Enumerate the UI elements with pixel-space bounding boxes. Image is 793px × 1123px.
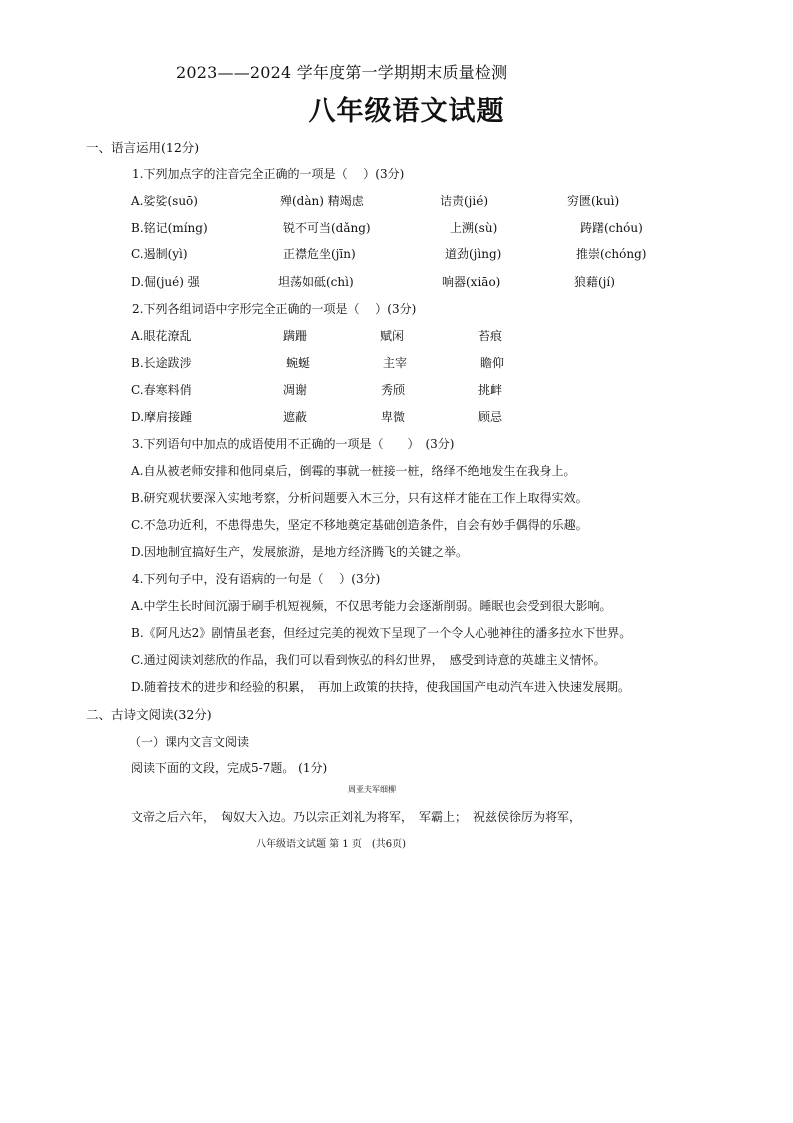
- q2-stem: 2.下列各组词语中字形完全正确的一项是（ ）(3分): [132, 302, 417, 316]
- section-2-subheading: （一）课内文言文阅读: [129, 735, 250, 749]
- section-2-heading: 二、古诗文阅读(32分): [86, 707, 212, 722]
- q4-option-a: A.中学生长时间沉溺于刷手机短视频，不仅思考能力会逐渐削弱。睡眠也会受到很大影响。: [131, 599, 612, 613]
- q1-option-c-4: 推崇(chóng): [576, 247, 647, 261]
- q2-option-c-4: 挑衅: [478, 383, 503, 397]
- page-footer: 八年级语文试题 第 1 页 (共6页): [256, 839, 407, 850]
- q4-option-d: D.随着技术的进步和经验的积累， 再加上政策的扶持，使我国国产电动汽车进入快速发展期。: [131, 680, 631, 694]
- q1-option-b-3: 上溯(sù): [450, 221, 498, 235]
- q3-option-b: B.研究观状要深入实地考察，分析问题要入木三分，只有这样才能在工作上取得实效。: [131, 491, 588, 505]
- q2-option-b-2: 蜿蜒: [286, 356, 311, 370]
- q2-option-b-3: 主宰: [383, 356, 408, 370]
- q2-option-d-3: 卑微: [381, 410, 406, 424]
- q4-option-b: B.《阿凡达2》剧情虽老套，但经过完美的视效下呈现了一个令人心驰神往的潘多拉水下世界。: [131, 626, 632, 640]
- q1-option-b-1: B.铭记(míng): [131, 221, 208, 235]
- q2-option-a-1: A.眼花潦乱: [131, 329, 192, 343]
- q4-option-c: C.通过阅读刘慈欣的作品，我们可以看到恢弘的科幻世界， 感受到诗意的英雄主义情怀。: [131, 653, 606, 667]
- q1-option-c-3: 道劲(jìng): [445, 247, 502, 261]
- q1-stem: 1.下列加点字的注音完全正确的一项是（ ）(3分): [132, 167, 405, 181]
- q3-option-a: A.自从被老师安排和他同桌后，倒霉的事就一桩接一桩，络绎不绝地发生在我身上。: [131, 464, 576, 478]
- q2-option-a-4: 苔痕: [478, 329, 503, 343]
- q2-option-d-4: 顾忌: [478, 410, 503, 424]
- q2-option-d-1: D.摩肩接踵: [131, 410, 193, 424]
- q1-option-a-4: 穷匮(kuì): [567, 194, 620, 208]
- exam-header: 2023——2024 学年度第一学期期末质量检测: [176, 63, 508, 82]
- q1-option-a-2: 殚(dàn) 精竭虑: [280, 194, 364, 208]
- q3-option-d: D.因地制宜搞好生产，发展旅游，是地方经济腾飞的关键之举。: [131, 545, 469, 559]
- q1-option-d-2: 坦荡如砥(chì): [278, 275, 354, 289]
- q2-option-d-2: 遮蔽: [283, 410, 308, 424]
- exam-title: 八年级语文试题: [308, 96, 505, 127]
- q1-option-d-3: 响器(xiāo): [442, 275, 501, 289]
- q1-option-a-3: 诘责(jié): [440, 194, 489, 208]
- q1-option-b-4: 踌躇(chóu): [580, 221, 643, 235]
- q1-option-c-1: C.遏制(yì): [131, 247, 188, 261]
- passage-title: 周亚夫军细柳: [348, 785, 396, 794]
- q3-option-c: C.不急功近利，不患得患失，坚定不移地奠定基础创造条件，自会有妙手偶得的乐趣。: [131, 518, 588, 532]
- q2-option-c-3: 秀颀: [381, 383, 406, 397]
- q1-option-d-4: 狼藉(jí): [574, 275, 615, 289]
- q4-stem: 4.下列句子中，没有语病的一句是（ ）(3分): [132, 572, 381, 586]
- q1-option-d-1: D.倔(jué) 强: [131, 275, 200, 289]
- q3-stem: 3.下列语句中加点的成语使用不正确的一项是（ ） (3分): [132, 437, 455, 451]
- q1-option-b-2: 锐不可当(dǎng): [283, 221, 371, 235]
- q2-option-b-1: B.长途跋涉: [131, 356, 192, 370]
- q1-option-a-1: A.娑娑(suō): [131, 194, 198, 208]
- q1-option-c-2: 正襟危坐(jīn): [283, 247, 356, 261]
- q2-option-c-2: 凋谢: [283, 383, 308, 397]
- q2-option-a-3: 赋闲: [380, 329, 405, 343]
- section-1-heading: 一、语言运用(12分): [86, 140, 200, 155]
- q2-option-b-4: 瞻仰: [480, 356, 505, 370]
- reading-instruction: 阅读下面的文段，完成5-7题。 (1分): [131, 761, 328, 775]
- passage-text: 文帝之后六年， 匈奴大入边。乃以宗正刘礼为将军， 军霸上； 祝兹侯徐厉为将军，: [131, 810, 582, 824]
- q2-option-a-2: 蹒跚: [283, 329, 308, 343]
- q2-option-c-1: C.春寒料俏: [131, 383, 192, 397]
